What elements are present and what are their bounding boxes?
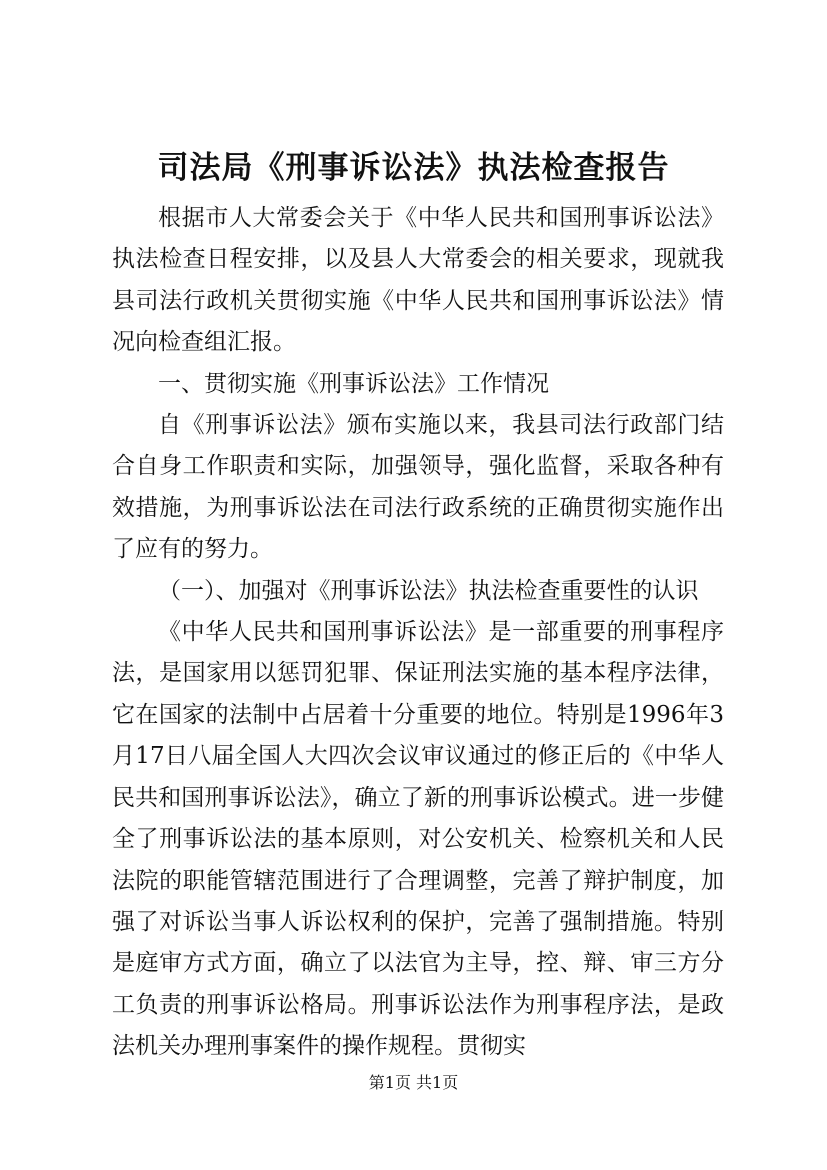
subsection-heading-1: （一）、加强对《刑事诉讼法》执法检查重要性的认识 [158, 577, 699, 604]
document-body [112, 198, 724, 1068]
paragraph-subsection-1: 《中华人民共和国刑事诉讼法》是一部重要的刑事程序法，是国家用以惩罚犯罪、保证刑法实施的基本程序法律，它在国家的法制中占居着十分重要的地位。特别是1996年3月17日八届全国人大四次会议审议通过的修正后的《中华人民共和国刑事诉讼法》，确立了新的刑事诉讼模式。进一步健全了刑事诉讼法的基本原则，对公安机关、检察机关和人民法院的职能管辖范围进行了合理调整，完善了辩护制度，加强了对诉讼当事人诉讼权利的保护，完善了强制措施。特别是庭审方式方面，确立了以法官为主导，控、辩、审三方分工负责的刑事诉讼格局。刑事诉讼法作为刑事程序法，是政法机关办理刑事案件的操作规程。贯彻实 [112, 619, 724, 1060]
paragraph-intro: 根据市人大常委会关于《中华人民共和国刑事诉讼法》执法检查日程安排，以及县人大常委会的相关要求，现就我县司法行政机关贯彻实施《中华人民共和国刑事诉讼法》情况向检查组汇报。 [112, 205, 724, 356]
page-number-footer: 第1页 共1页 [368, 1073, 459, 1092]
section-heading-1: 一、贯彻实施《刑事诉讼法》工作情况 [158, 370, 549, 397]
document-title: 司法局《刑事诉讼法》执法检查报告 [157, 150, 670, 186]
paragraph-section-1: 自《刑事诉讼法》颁布实施以来，我县司法行政部门结合自身工作职责和实际，加强领导，强化监督，采取各种有效措施，为刑事诉讼法在司法行政系统的正确贯彻实施作出了应有的努力。 [112, 412, 724, 563]
